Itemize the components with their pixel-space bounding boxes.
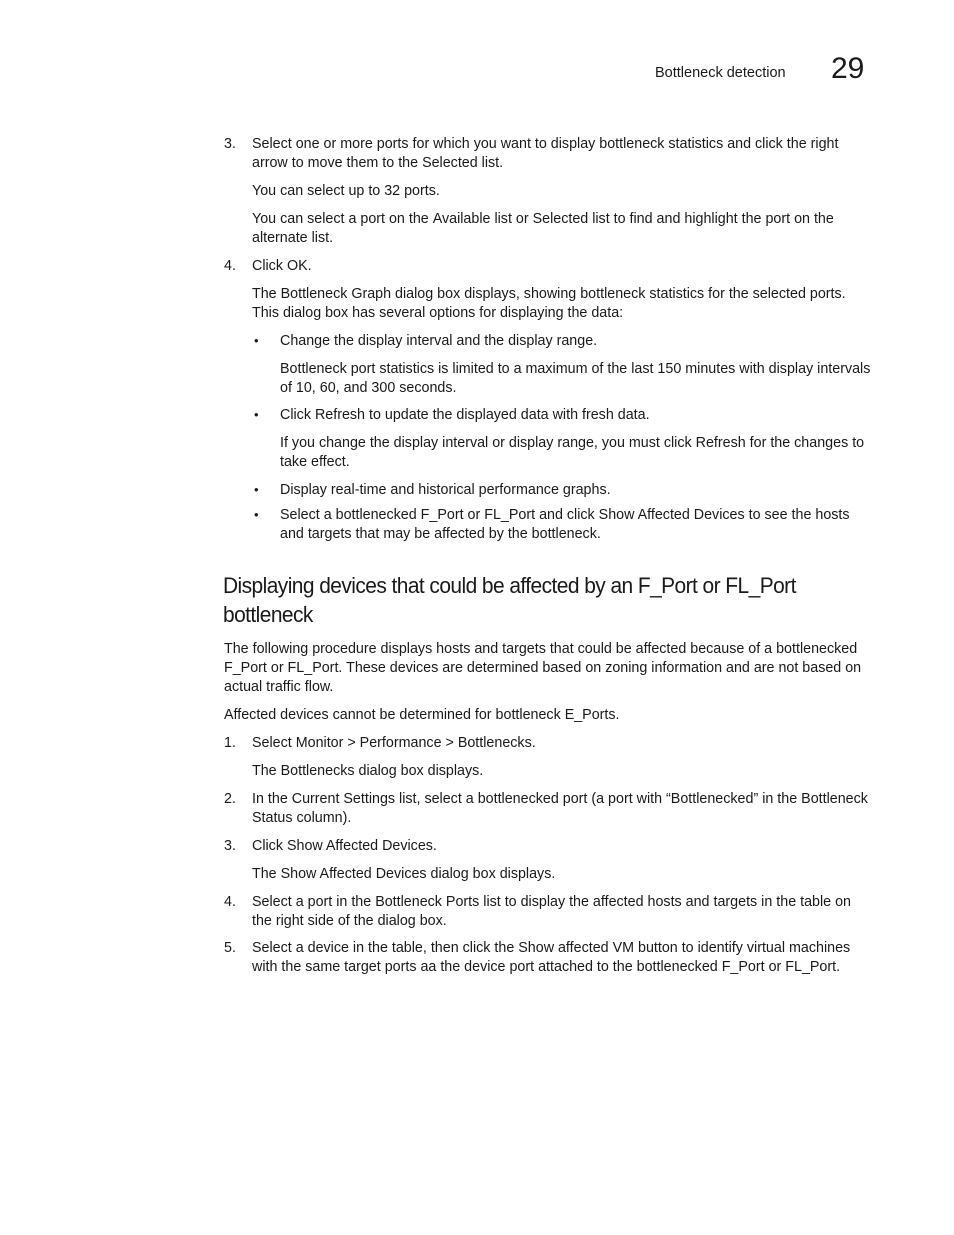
bullet-text: Display real-time and historical performance graphs. (280, 482, 611, 498)
ui-term: Bottleneck Ports (375, 894, 480, 910)
bullet-text: Select a bottlenecked F_Port or FL_Port and click Show Affected Devices to see the hosts and targets that may be affected by the bottleneck. (280, 507, 850, 542)
step-number: 4. (224, 258, 236, 274)
section-intro: The following procedure displays hosts and targets that could be affected because of a bottlenecked F_Port or FL_Port. These devices are determined based on zoning information and are not based on actual traffic flow. (224, 641, 862, 695)
step-note: You can select up to 32 ports. (252, 183, 440, 199)
step-3-text: Select one or more ports for which you want to display bottleneck statistics and click the right arrow to move them to the Selected list. (252, 136, 839, 171)
step-note: The Bottlenecks dialog box displays. (252, 763, 484, 779)
ui-term: Bottleneck Status (252, 791, 868, 826)
step-4-text: Click OK. (252, 258, 312, 274)
ui-term: OK (286, 258, 308, 274)
ui-term: Bottleneck Graph (280, 286, 392, 302)
step-number: 3. (224, 838, 236, 854)
step-4-text: Select a port in the Bottleneck Ports list to display the affected hosts and targets in the table on the right side of the dialog box. (252, 894, 851, 929)
step-1-text: Select Monitor > Performance > Bottlenecks. (252, 735, 536, 751)
step-note: You can select a port on the Available list or Selected list to find and highlight the port on the alternate list. (252, 211, 834, 246)
bullet-text: Click Refresh to update the displayed data with fresh data. (280, 407, 650, 423)
bullet-icon: • (254, 333, 259, 348)
bullet-icon: • (254, 507, 259, 522)
bullet-icon: • (254, 482, 259, 497)
step-number: 2. (224, 791, 236, 807)
running-header-title: Bottleneck detection (655, 65, 786, 81)
step-2-text: In the Current Settings list, select a bottlenecked port (a port with “Bottlenecked” in the Bottleneck Status column). (252, 791, 868, 826)
section-heading: Displaying devices that could be affected by an F_Port or FL_Port bottleneck (223, 573, 796, 627)
step-note: The Bottleneck Graph dialog box displays, showing bottleneck statistics for the selected ports. This dialog box has several options for displaying the data: (252, 286, 846, 321)
chapter-number: 29 (831, 52, 865, 85)
step-5-text: Select a device in the table, then click the Show affected VM button to identify virtual machines with the same target ports aa the device port attached to the bottlenecked F_Port or FL_Port. (252, 940, 851, 975)
ui-term: Show Affected Devices (286, 838, 433, 854)
ui-term: Show affected VM (518, 940, 635, 956)
ui-term: Bottlenecks (280, 763, 355, 779)
ui-term: Refresh (695, 435, 746, 451)
ui-term: Selected (532, 211, 589, 227)
bullet-text: Change the display interval and the display range. (280, 333, 598, 349)
ui-term: Monitor > Performance > Bottlenecks (295, 735, 532, 751)
step-3-text: Click Show Affected Devices. (252, 838, 437, 854)
ui-term: Current Settings (291, 791, 396, 807)
section-note: Affected devices cannot be determined for bottleneck E_Ports. (224, 707, 620, 723)
ui-term: Show Affected Devices (280, 866, 427, 882)
ui-term: Selected (422, 155, 478, 171)
bullet-note: Bottleneck port statistics is limited to a maximum of the last 150 minutes with display intervals of 10, 60, and 300 seconds. (280, 361, 871, 396)
step-number: 4. (224, 894, 236, 910)
ui-term: Refresh (314, 407, 366, 423)
bullet-icon: • (254, 407, 259, 422)
step-number: 1. (224, 735, 236, 751)
bullet-note: If you change the display interval or display range, you must click Refresh for the changes to take effect. (280, 435, 865, 470)
ui-term: Available (432, 211, 491, 227)
ui-term: Show Affected Devices (598, 507, 745, 523)
step-number: 3. (224, 136, 236, 152)
step-note: The Show Affected Devices dialog box displays. (252, 866, 556, 882)
step-number: 5. (224, 940, 236, 956)
